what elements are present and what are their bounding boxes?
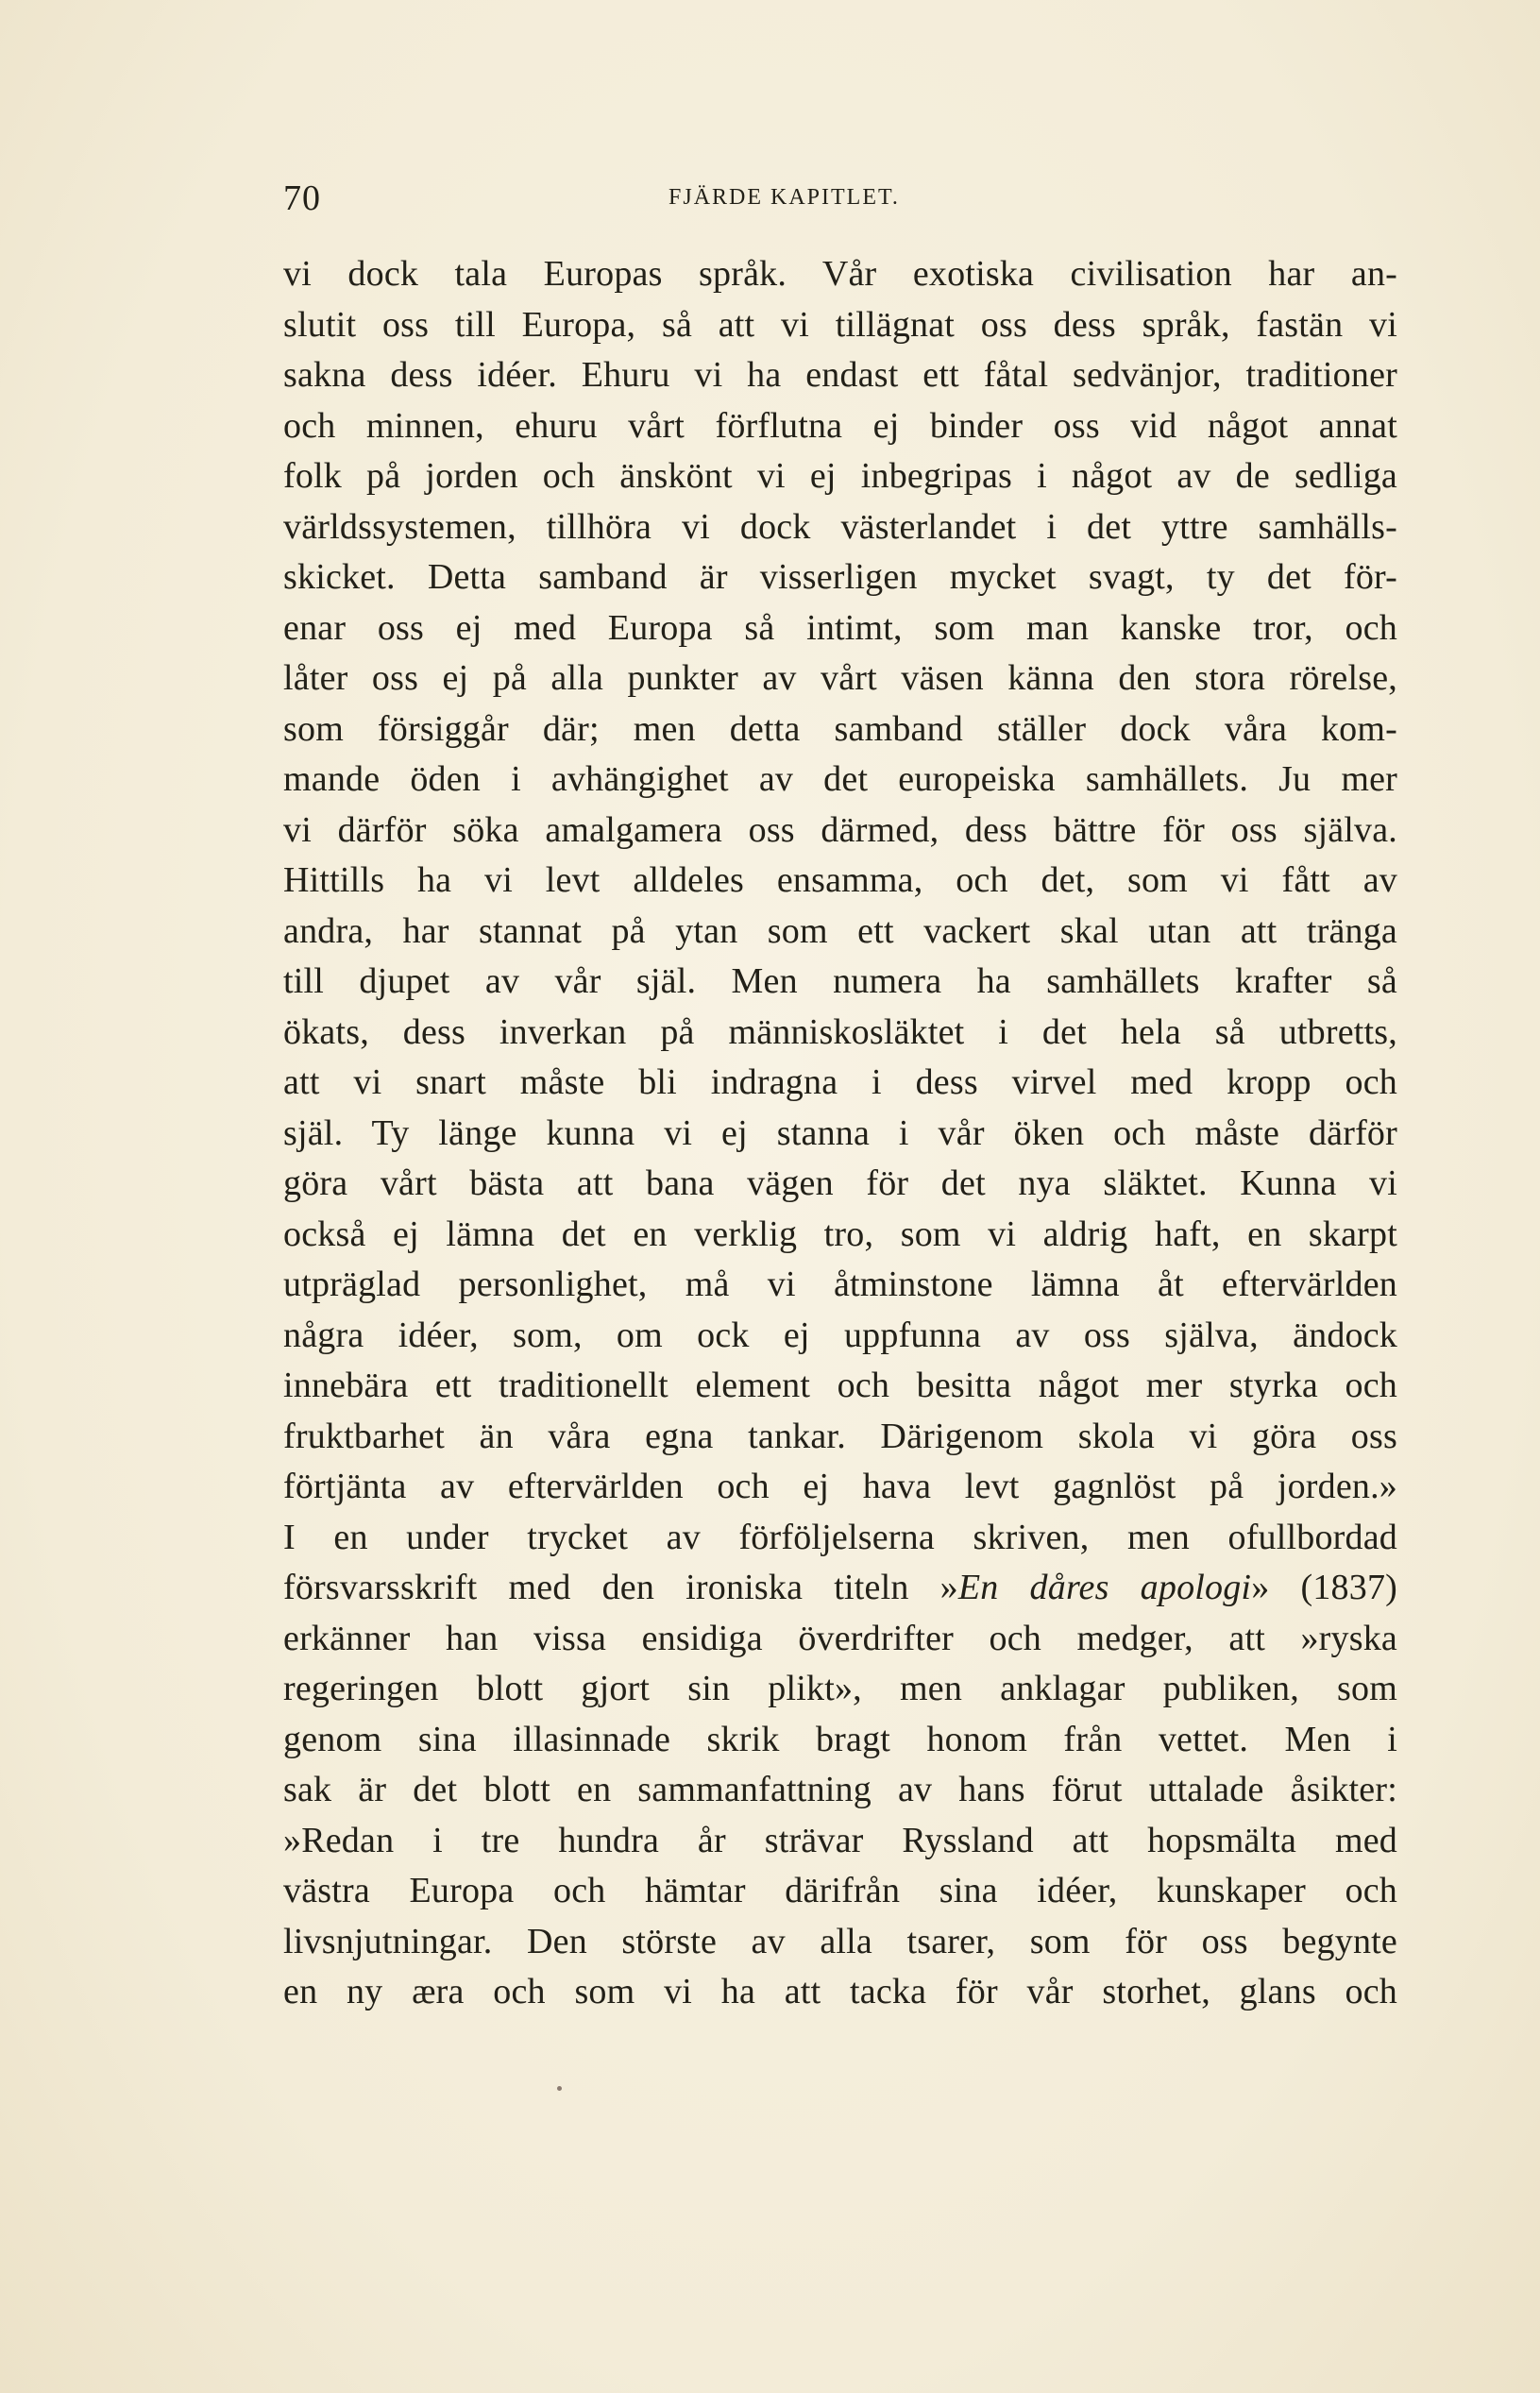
text-line: låter oss ej på alla punkter av vårt väsen känna den stora rörelse, <box>283 658 1397 698</box>
body-text <box>283 249 1397 2018</box>
text-line: andra, har stannat på ytan som ett vackert skal utan att tränga <box>283 910 1397 951</box>
book-title-italic: En dåres apologi <box>957 1568 1252 1607</box>
text-line: utpräglad personlighet, må vi åtminstone lämna åt eftervärlden <box>283 1264 1397 1304</box>
text-line: världssystemen, tillhöra vi dock västerlandet i det yttre samhälls- <box>283 506 1397 547</box>
text-line: enar oss ej med Europa så intimt, som man kanske tror, och <box>283 607 1397 648</box>
text-line: sakna dess idéer. Ehuru vi ha endast ett fåtal sedvänjor, traditioner <box>283 355 1397 395</box>
text-line: regeringen blott gjort sin plikt», men anklagar publiken, som <box>283 1669 1397 1708</box>
text-line: erkänner han vissa ensidiga överdrifter och medger, att »ryska <box>283 1618 1397 1658</box>
text-line: ökats, dess inverkan på människosläktet i det hela så utbretts, <box>283 1011 1397 1052</box>
text-line: fruktbarhet än våra egna tankar. Därigenom skola vi göra oss <box>283 1416 1397 1456</box>
text-line: en ny æra och som vi ha att tacka för vår storhet, glans och <box>283 1972 1397 2011</box>
text-line: Hittills ha vi levt alldeles ensamma, och det, som vi fått av <box>283 860 1397 900</box>
text-line: genom sina illasinnade skrik bragt honom från vettet. Men i <box>283 1719 1397 1759</box>
text-line: och minnen, ehuru vårt förflutna ej binder oss vid något annat <box>283 405 1397 446</box>
text-line: förtjänta av eftervärlden och ej hava levt gagnlöst på jorden.» <box>283 1467 1397 1506</box>
title-quote-after: » (1837) <box>1251 1568 1397 1607</box>
paragraph-start-line: I en under trycket av förföljelserna skriven, men ofullbordad <box>283 1517 1397 1557</box>
text-line: själ. Ty länge kunna vi ej stanna i vår öken och måste därför <box>283 1112 1397 1153</box>
text-line: livsnjutningar. Den störste av alla tsarer, som för oss begynte <box>283 1921 1397 1961</box>
running-head <box>283 178 1397 225</box>
text-line: att vi snart måste bli indragna i dess virvel med kropp och <box>283 1062 1397 1102</box>
text-line: skicket. Detta samband är visserligen mycket svagt, ty det för- <box>283 557 1397 597</box>
text-line: folk på jorden och änskönt vi ej inbegripas i något av de sedliga <box>283 456 1397 496</box>
text-line: sak är det blott en sammanfattning av hans förut uttalade åsikter: <box>283 1770 1397 1809</box>
text-line: göra vårt bästa att bana vägen för det nya släktet. Kunna vi <box>283 1163 1397 1203</box>
text-line-with-title <box>283 1563 1397 1614</box>
text-line: »Redan i tre hundra år strävar Ryssland att hopsmälta med <box>283 1820 1397 1860</box>
text-line: vi dock tala Europas språk. Vår exotiska civilisation har an- <box>283 254 1397 294</box>
text-line: också ej lämna det en verklig tro, som vi aldrig haft, en skarpt <box>283 1213 1397 1254</box>
page-number: 70 <box>283 178 321 218</box>
chapter-title: FJÄRDE KAPITLET. <box>668 185 900 210</box>
text-line: västra Europa och hämtar därifrån sina idéer, kunskaper och <box>283 1871 1397 1910</box>
text-line: mande öden i avhängighet av det europeiska samhällets. Ju mer <box>283 759 1397 799</box>
text-line: som försiggår där; men detta samband ställer dock våra kom- <box>283 708 1397 749</box>
text-line: slutit oss till Europa, så att vi tillägnat oss dess språk, fastän vi <box>283 304 1397 345</box>
text-line: några idéer, som, om ock ej uppfunna av oss själva, ändock <box>283 1315 1397 1355</box>
paper-speck <box>557 2086 562 2091</box>
text-line: till djupet av vår själ. Men numera ha samhällets krafter så <box>283 961 1397 1001</box>
title-quote-before: försvarsskrift med den ironiska titeln » <box>283 1568 958 1607</box>
text-line: innebära ett traditionellt element och besitta något mer styrka och <box>283 1366 1397 1405</box>
text-line: vi därför söka amalgamera oss därmed, dess bättre för oss själva. <box>283 809 1397 850</box>
